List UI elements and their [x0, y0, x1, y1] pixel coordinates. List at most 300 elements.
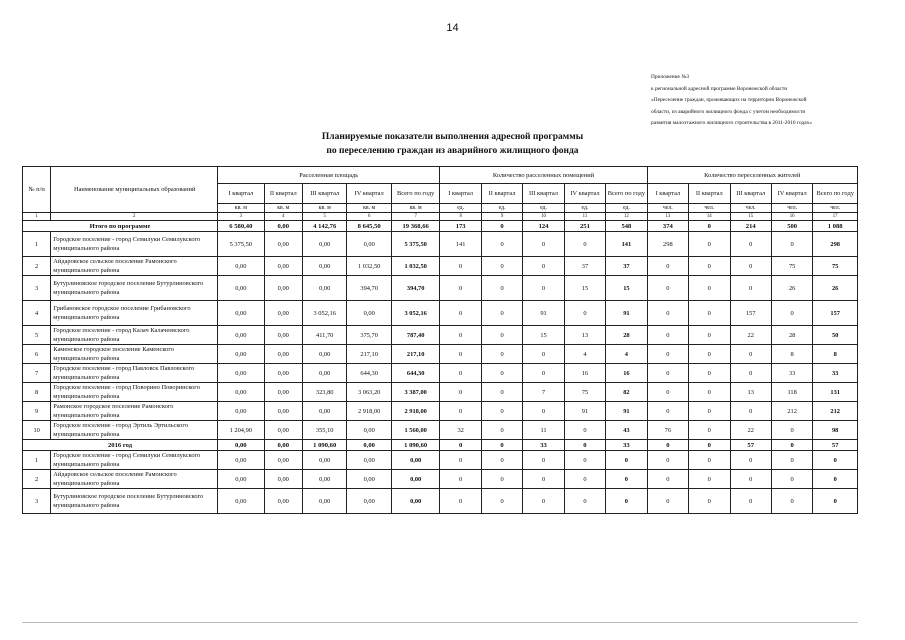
municipality-name: Городское поселение - город Калач Калачеевского муниципального района — [51, 326, 218, 345]
value-cell: 0 — [730, 276, 771, 301]
header-q2: II квартал — [481, 184, 522, 204]
value-cell: 0 — [647, 345, 688, 364]
column-number: 15 — [730, 213, 771, 221]
value-cell: 0 — [647, 276, 688, 301]
value-cell: 26 — [813, 276, 858, 301]
value-cell: 33 — [813, 364, 858, 383]
value-cell: 0 — [730, 364, 771, 383]
value-cell: 0 — [730, 402, 771, 421]
municipality-name: Городское поселение - город Поворино Поворинского муниципального района — [51, 383, 218, 402]
header-q4: IV квартал — [347, 184, 391, 204]
total-cell: 500 — [771, 221, 812, 232]
value-cell: 0 — [481, 421, 522, 440]
unit-cell: ед. — [523, 204, 564, 213]
total-label: 2016 год — [23, 440, 218, 451]
table-row — [23, 326, 858, 345]
total-cell: 0 — [481, 221, 522, 232]
value-cell: 217,10 — [391, 345, 440, 364]
value-cell: 2 918,00 — [391, 402, 440, 421]
value-cell: 0,00 — [264, 402, 302, 421]
value-cell: 0,00 — [302, 257, 346, 276]
column-number: 17 — [813, 213, 858, 221]
value-cell: 0 — [440, 402, 481, 421]
value-cell: 0 — [440, 364, 481, 383]
value-cell: 0 — [606, 489, 647, 514]
table-row — [23, 345, 858, 364]
column-number: 13 — [647, 213, 688, 221]
value-cell: 1 032,50 — [391, 257, 440, 276]
page-bottom-edge — [22, 622, 858, 631]
value-cell: 0 — [689, 383, 730, 402]
value-cell: 787,40 — [391, 326, 440, 345]
value-cell: 0 — [481, 301, 522, 326]
value-cell: 0,00 — [347, 489, 391, 514]
value-cell: 0 — [689, 470, 730, 489]
value-cell: 0,00 — [302, 364, 346, 383]
value-cell: 28 — [771, 326, 812, 345]
value-cell: 0 — [440, 257, 481, 276]
value-cell: 28 — [606, 326, 647, 345]
value-cell: 3 063,20 — [347, 383, 391, 402]
value-cell: 0,00 — [218, 364, 264, 383]
value-cell: 157 — [813, 301, 858, 326]
value-cell: 0,00 — [391, 470, 440, 489]
value-cell: 0 — [481, 326, 522, 345]
table-row — [23, 383, 858, 402]
value-cell: 22 — [730, 326, 771, 345]
value-cell: 0 — [523, 489, 564, 514]
value-cell: 22 — [730, 421, 771, 440]
value-cell: 0 — [440, 326, 481, 345]
value-cell: 0 — [647, 451, 688, 470]
value-cell: 91 — [564, 402, 605, 421]
unit-cell: ед. — [440, 204, 481, 213]
value-cell: 0 — [730, 232, 771, 257]
value-cell: 0 — [523, 276, 564, 301]
total-cell: 57 — [813, 440, 858, 451]
value-cell: 0 — [481, 402, 522, 421]
value-cell: 0 — [647, 326, 688, 345]
row-number: 8 — [23, 383, 51, 402]
row-number: 2 — [23, 470, 51, 489]
total-cell: 1 088 — [813, 221, 858, 232]
value-cell: 3 052,16 — [302, 301, 346, 326]
value-cell: 0 — [647, 301, 688, 326]
value-cell: 2 918,00 — [347, 402, 391, 421]
value-cell: 0 — [564, 470, 605, 489]
total-cell: 0,00 — [264, 440, 302, 451]
value-cell: 0,00 — [302, 276, 346, 301]
value-cell: 75 — [813, 257, 858, 276]
value-cell: 91 — [523, 301, 564, 326]
value-cell: 0 — [647, 383, 688, 402]
value-cell: 0 — [647, 489, 688, 514]
total-cell: 0,00 — [218, 440, 264, 451]
column-number: 7 — [391, 213, 440, 221]
table-row — [23, 451, 858, 470]
column-number: 5 — [302, 213, 346, 221]
value-cell: 3 052,16 — [391, 301, 440, 326]
value-cell: 0 — [606, 451, 647, 470]
document-title — [0, 130, 905, 158]
value-cell: 76 — [647, 421, 688, 440]
value-cell: 212 — [771, 402, 812, 421]
value-cell: 118 — [771, 383, 812, 402]
value-cell: 8 — [771, 345, 812, 364]
value-cell: 1 204,90 — [218, 421, 264, 440]
value-cell: 0,00 — [264, 489, 302, 514]
annex-line: области, из аварийного жилищного фонда с учетом необходимости — [651, 108, 806, 115]
value-cell: 0 — [730, 489, 771, 514]
value-cell: 644,30 — [347, 364, 391, 383]
unit-cell: кв. м — [391, 204, 440, 213]
value-cell: 298 — [813, 232, 858, 257]
header-q1: I квартал — [218, 184, 264, 204]
header-total: Всего по году — [606, 184, 647, 204]
column-number: 2 — [51, 213, 218, 221]
value-cell: 26 — [771, 276, 812, 301]
value-cell: 0,00 — [347, 421, 391, 440]
total-cell: 548 — [606, 221, 647, 232]
value-cell: 0 — [481, 451, 522, 470]
header-row-groups — [23, 167, 858, 184]
value-cell: 0 — [730, 470, 771, 489]
value-cell: 0,00 — [218, 470, 264, 489]
column-number: 12 — [606, 213, 647, 221]
value-cell: 0 — [647, 402, 688, 421]
header-q3: III квартал — [302, 184, 346, 204]
annex-line: к региональной адресной программе Воронежской области — [651, 85, 788, 92]
value-cell: 0,00 — [302, 232, 346, 257]
value-cell: 0 — [481, 345, 522, 364]
value-cell: 0,00 — [218, 276, 264, 301]
value-cell: 91 — [606, 402, 647, 421]
value-cell: 0 — [771, 451, 812, 470]
value-cell: 50 — [813, 326, 858, 345]
value-cell: 0,00 — [264, 257, 302, 276]
value-cell: 0 — [689, 276, 730, 301]
value-cell: 0 — [440, 301, 481, 326]
unit-cell: ед. — [481, 204, 522, 213]
value-cell: 0,00 — [218, 402, 264, 421]
value-cell: 298 — [647, 232, 688, 257]
value-cell: 0 — [440, 451, 481, 470]
total-cell: 374 — [647, 221, 688, 232]
municipality-name: Городское поселение - город Павловск Павловского муниципального района — [51, 364, 218, 383]
value-cell: 0 — [771, 301, 812, 326]
unit-cell: кв. м — [302, 204, 346, 213]
value-cell: 0 — [689, 326, 730, 345]
header-people: Количество переселенных жителей — [647, 167, 857, 184]
municipality-name: Айдаровское сельское поселение Рамонского муниципального района — [51, 470, 218, 489]
value-cell: 16 — [606, 364, 647, 383]
header-area: Расселенная площадь — [218, 167, 440, 184]
header-q4: IV квартал — [771, 184, 812, 204]
value-cell: 0 — [689, 421, 730, 440]
value-cell: 0,00 — [264, 345, 302, 364]
value-cell: 0,00 — [347, 232, 391, 257]
value-cell: 0 — [771, 232, 812, 257]
unit-cell: чел. — [813, 204, 858, 213]
title-line-2: по переселению граждан из аварийного жилищного фонда — [326, 146, 579, 156]
total-cell: 0 — [771, 440, 812, 451]
value-cell: 0 — [564, 301, 605, 326]
unit-cell: чел. — [730, 204, 771, 213]
value-cell: 0,00 — [302, 451, 346, 470]
total-cell: 124 — [523, 221, 564, 232]
value-cell: 0,00 — [218, 326, 264, 345]
header-row-column-numbers — [23, 213, 858, 221]
value-cell: 0 — [730, 257, 771, 276]
value-cell: 0,00 — [264, 470, 302, 489]
annex-line: «Переселение граждан, проживающих на территории Воронежской — [651, 97, 807, 103]
value-cell: 11 — [523, 421, 564, 440]
value-cell: 0,00 — [218, 301, 264, 326]
row-number: 7 — [23, 364, 51, 383]
value-cell: 0 — [689, 301, 730, 326]
column-number: 9 — [481, 213, 522, 221]
value-cell: 644,30 — [391, 364, 440, 383]
total-label: Итого по программе — [23, 221, 218, 232]
value-cell: 13 — [730, 383, 771, 402]
value-cell: 0 — [647, 257, 688, 276]
header-q1: I квартал — [440, 184, 481, 204]
value-cell: 37 — [564, 257, 605, 276]
value-cell: 0,00 — [218, 345, 264, 364]
table-row — [23, 232, 858, 257]
row-number: 1 — [23, 232, 51, 257]
value-cell: 15 — [606, 276, 647, 301]
value-cell: 0 — [771, 470, 812, 489]
value-cell: 0 — [813, 470, 858, 489]
total-cell: 0 — [564, 440, 605, 451]
header-total: Всего по году — [391, 184, 440, 204]
value-cell: 0,00 — [264, 326, 302, 345]
value-cell: 0,00 — [391, 489, 440, 514]
municipality-name: Каменское городское поселение Каменского муниципального района — [51, 345, 218, 364]
total-cell: 0 — [647, 440, 688, 451]
municipality-name: Городское поселение - город Семилуки Семилукского муниципального района — [51, 232, 218, 257]
value-cell: 1 032,50 — [347, 257, 391, 276]
total-cell: 33 — [523, 440, 564, 451]
value-cell: 82 — [606, 383, 647, 402]
value-cell: 13 — [564, 326, 605, 345]
value-cell: 0 — [730, 451, 771, 470]
table-row — [23, 470, 858, 489]
table-row — [23, 421, 858, 440]
value-cell: 0 — [813, 451, 858, 470]
value-cell: 0 — [564, 489, 605, 514]
column-number: 8 — [440, 213, 481, 221]
value-cell: 0 — [523, 257, 564, 276]
value-cell: 0,00 — [302, 402, 346, 421]
value-cell: 0 — [481, 489, 522, 514]
total-cell: 33 — [606, 440, 647, 451]
value-cell: 0 — [647, 364, 688, 383]
header-rooms: Количество расселенных помещений — [440, 167, 647, 184]
value-cell: 4 — [606, 345, 647, 364]
value-cell: 0 — [523, 232, 564, 257]
value-cell: 157 — [730, 301, 771, 326]
value-cell: 0 — [771, 489, 812, 514]
value-cell: 15 — [523, 326, 564, 345]
value-cell: 0 — [689, 451, 730, 470]
value-cell: 0,00 — [302, 470, 346, 489]
value-cell: 91 — [606, 301, 647, 326]
value-cell: 16 — [564, 364, 605, 383]
value-cell: 32 — [440, 421, 481, 440]
title-line-1: Планируемые показатели выполнения адресной программы — [321, 132, 584, 142]
value-cell: 394,70 — [391, 276, 440, 301]
program-total-row — [23, 221, 858, 232]
header-q4: IV квартал — [564, 184, 605, 204]
table-row — [23, 402, 858, 421]
value-cell: 5 375,50 — [391, 232, 440, 257]
value-cell: 0 — [689, 489, 730, 514]
value-cell: 0,00 — [302, 489, 346, 514]
header-q3: III квартал — [523, 184, 564, 204]
value-cell: 0 — [523, 345, 564, 364]
unit-cell: кв. м — [347, 204, 391, 213]
total-cell: 19 368,66 — [391, 221, 440, 232]
value-cell: 355,10 — [302, 421, 346, 440]
value-cell: 0 — [730, 345, 771, 364]
table-row — [23, 276, 858, 301]
value-cell: 75 — [771, 257, 812, 276]
row-number: 10 — [23, 421, 51, 440]
total-cell: 173 — [440, 221, 481, 232]
value-cell: 0 — [481, 470, 522, 489]
value-cell: 0 — [481, 364, 522, 383]
value-cell: 0,00 — [347, 470, 391, 489]
page-number: 14 — [446, 22, 459, 34]
column-number: 16 — [771, 213, 812, 221]
value-cell: 0 — [440, 383, 481, 402]
total-cell: 0 — [689, 221, 730, 232]
total-cell: 4 142,76 — [302, 221, 346, 232]
year-total-row — [23, 440, 858, 451]
header-q2: II квартал — [689, 184, 730, 204]
header-num: № п/п — [23, 167, 51, 213]
column-number: 6 — [347, 213, 391, 221]
annex-line: Приложение №3 — [651, 74, 690, 80]
value-cell: 0 — [647, 470, 688, 489]
total-cell: 1 090,60 — [391, 440, 440, 451]
header-name: Наименование муниципальных образований — [51, 167, 218, 213]
value-cell: 394,70 — [347, 276, 391, 301]
value-cell: 0 — [606, 470, 647, 489]
value-cell: 0,00 — [218, 257, 264, 276]
value-cell: 0,00 — [218, 451, 264, 470]
value-cell: 0,00 — [264, 301, 302, 326]
column-number: 14 — [689, 213, 730, 221]
column-number: 10 — [523, 213, 564, 221]
value-cell: 33 — [771, 364, 812, 383]
column-number: 4 — [264, 213, 302, 221]
unit-cell: кв. м — [264, 204, 302, 213]
unit-cell: чел. — [647, 204, 688, 213]
value-cell: 0 — [689, 402, 730, 421]
value-cell: 0 — [564, 232, 605, 257]
column-number: 11 — [564, 213, 605, 221]
value-cell: 0,00 — [347, 451, 391, 470]
municipality-name: Городское поселение - город Эртиль Эртильского муниципального района — [51, 421, 218, 440]
value-cell: 0 — [481, 383, 522, 402]
municipality-name: Городское поселение - город Семилуки Семилукского муниципального района — [51, 451, 218, 470]
value-cell: 0 — [813, 489, 858, 514]
value-cell: 217,10 — [347, 345, 391, 364]
municipality-name: Бутурлиновское городское поселение Бутурлиновского муниципального района — [51, 489, 218, 514]
value-cell: 141 — [606, 232, 647, 257]
value-cell: 0 — [440, 489, 481, 514]
table-row — [23, 364, 858, 383]
value-cell: 7 — [523, 383, 564, 402]
value-cell: 8 — [813, 345, 858, 364]
header-q3: III квартал — [730, 184, 771, 204]
annex-note — [651, 72, 871, 130]
value-cell: 323,80 — [302, 383, 346, 402]
value-cell: 131 — [813, 383, 858, 402]
value-cell: 0,00 — [264, 421, 302, 440]
value-cell: 0,00 — [264, 451, 302, 470]
row-number: 6 — [23, 345, 51, 364]
value-cell: 0 — [481, 232, 522, 257]
value-cell: 43 — [606, 421, 647, 440]
row-number: 2 — [23, 257, 51, 276]
annex-line: развития малоэтажного жилищного строительства в 2011-2016 годах» — [651, 120, 813, 126]
column-number: 3 — [218, 213, 264, 221]
row-number: 4 — [23, 301, 51, 326]
value-cell: 0 — [689, 345, 730, 364]
value-cell: 1 560,00 — [391, 421, 440, 440]
row-number: 1 — [23, 451, 51, 470]
value-cell: 0,00 — [302, 345, 346, 364]
total-cell: 0,00 — [264, 221, 302, 232]
municipality-name: Рамонское городское поселение Рамонского муниципального района — [51, 402, 218, 421]
value-cell: 3 387,00 — [391, 383, 440, 402]
column-number: 1 — [23, 213, 51, 221]
unit-cell: чел. — [771, 204, 812, 213]
value-cell: 411,70 — [302, 326, 346, 345]
program-table — [22, 166, 858, 514]
value-cell: 0 — [440, 470, 481, 489]
value-cell: 98 — [813, 421, 858, 440]
total-cell: 6 580,40 — [218, 221, 264, 232]
value-cell: 0,00 — [391, 451, 440, 470]
value-cell: 0,00 — [347, 301, 391, 326]
total-cell: 0 — [440, 440, 481, 451]
unit-cell: ед. — [564, 204, 605, 213]
value-cell: 375,70 — [347, 326, 391, 345]
header-q1: I квартал — [647, 184, 688, 204]
value-cell: 0 — [440, 345, 481, 364]
table-row — [23, 257, 858, 276]
unit-cell: кв. м — [218, 204, 264, 213]
value-cell: 4 — [564, 345, 605, 364]
row-number: 5 — [23, 326, 51, 345]
value-cell: 0 — [523, 364, 564, 383]
value-cell: 0,00 — [218, 383, 264, 402]
value-cell: 0 — [481, 276, 522, 301]
value-cell: 5 375,50 — [218, 232, 264, 257]
value-cell: 0,00 — [264, 232, 302, 257]
value-cell: 0,00 — [264, 383, 302, 402]
unit-cell: ед. — [606, 204, 647, 213]
municipality-name: Грибановское городское поселение Грибановского муниципального района — [51, 301, 218, 326]
table-row — [23, 489, 858, 514]
municipality-name: Бутурлиновское городское поселение Бутурлиновского муниципального района — [51, 276, 218, 301]
row-number: 9 — [23, 402, 51, 421]
